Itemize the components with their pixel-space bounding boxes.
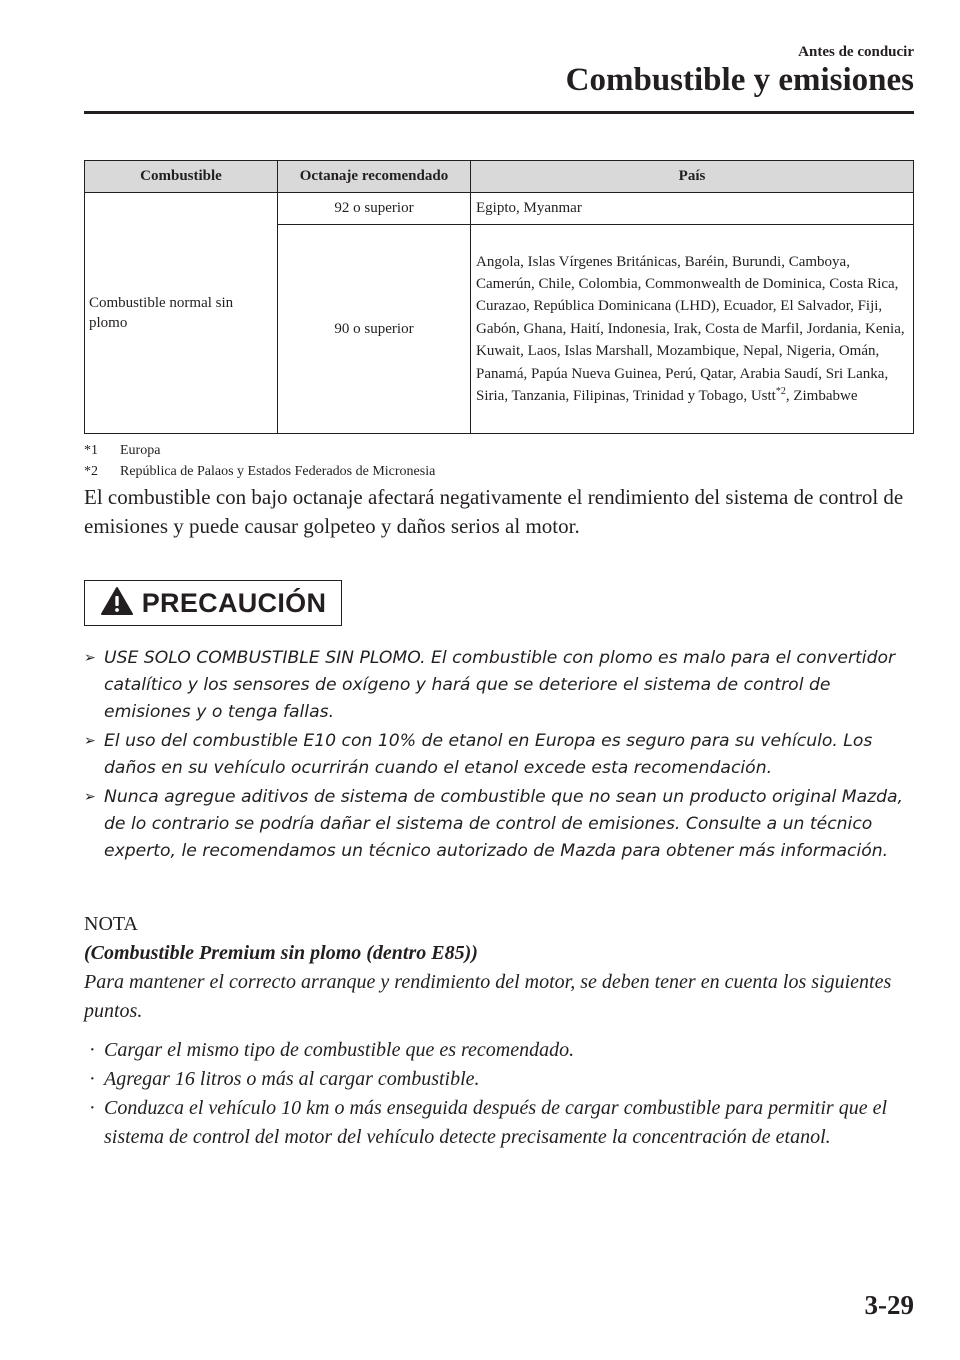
arrow-bullet-icon: ➢ [84, 650, 96, 666]
footnote-text: República de Palaos y Estados Federados de Micronesia [120, 464, 436, 479]
note-section [84, 910, 914, 1152]
table-row [85, 193, 914, 225]
caution-list [84, 645, 914, 867]
footnote [84, 440, 435, 461]
footnote-text: Europa [120, 443, 161, 458]
note-list [84, 1036, 914, 1152]
list-item [84, 784, 914, 865]
section-label: Antes de conducir [798, 44, 914, 60]
caution-item-text: USE SOLO COMBUSTIBLE SIN PLOMO. El combustible con plomo es malo para el convertidor catalítico y los sensores de oxígeno y hará que se deteriore el sistema de control de emisiones y o tenga fallas. [104, 648, 896, 722]
page-number: 3-29 [864, 1290, 914, 1320]
octane-cell: 90 o superior [278, 225, 471, 434]
arrow-bullet-icon: ➢ [84, 789, 96, 805]
list-item [84, 728, 914, 782]
footnote-ref: *2 [775, 386, 786, 398]
dot-bullet-icon: · [89, 1039, 96, 1061]
caution-item-text: El uso del combustible E10 con 10% de etanol en Europa es seguro para su vehículo. Los daños en su vehículo ocurrirán cuando el etanol excede esta recomendación. [104, 731, 873, 778]
caution-label: PRECAUCIÓN [141, 587, 327, 618]
header-rule [84, 111, 914, 114]
country-cell [471, 225, 914, 434]
col-header-fuel: Combustible [85, 161, 278, 193]
table-header-row [85, 161, 914, 193]
note-item-text: Agregar 16 litros o más al cargar combustible. [104, 1068, 480, 1090]
note-subtitle: (Combustible Premium sin plomo (dentro E85)) [84, 942, 478, 964]
country-list: Angola, Islas Vírgenes Británicas, Baréin, Burundi, Camboya, Camerún, Chile, Colombia, Commonwealth de Dominica, Costa Rica, Curazao, República Dominicana (LHD), Ecuador, El Salvador, Fiji, Gabón, Ghana, Haití, Indonesia, Irak, Costa de Marfil, Jordania, Kenia, Kuwait, Laos, Islas Marshall, Mozambique, Nepal, Nigeria, Omán, Panamá, Papúa Nueva Guinea, Perú, Qatar, Arabia Saudí, Sri Lanka, Siria, Tanzania, Filipinas, Trinidad y Tobago, Ustt [476, 253, 905, 405]
list-item [84, 645, 914, 726]
footnote-mark: *2 [84, 464, 98, 479]
list-item [84, 1065, 914, 1094]
caution-item-text: Nunca agregue aditivos de sistema de combustible que no sean un producto original Mazda, de lo contrario se podría dañar el sistema de control de emisiones. Consulte a un técnico experto, le recomendamos un técnico autorizado de Mazda para obtener más información. [104, 787, 904, 861]
country-cell: Egipto, Myanmar [471, 193, 914, 225]
note-item-text: Conduzca el vehículo 10 km o más enseguida después de cargar combustible para permitir que el sistema de control del motor del vehículo detecte precisamente la concentración de etanol. [104, 1097, 888, 1148]
country-list-tail: , Zimbabwe [785, 388, 858, 405]
footnotes [84, 440, 435, 482]
fuel-table [84, 160, 914, 434]
arrow-bullet-icon: ➢ [84, 733, 96, 749]
warning-triangle-icon [100, 586, 134, 621]
footnote [84, 461, 435, 482]
page-title: Combustible y emisiones [565, 62, 914, 98]
note-item-text: Cargar el mismo tipo de combustible que es recomendado. [104, 1039, 575, 1061]
dot-bullet-icon: · [89, 1068, 96, 1090]
note-text: Para mantener el correcto arranque y rendimiento del motor, se deben tener en cuenta los siguientes puntos. [84, 971, 892, 1022]
dot-bullet-icon: · [89, 1097, 96, 1119]
note-title: NOTA [84, 913, 138, 935]
footnote-mark: *1 [84, 443, 98, 458]
col-header-octane: Octanaje recomendado [278, 161, 471, 193]
list-item [84, 1036, 914, 1065]
fuel-type-cell: Combustible normal sin plomo [85, 193, 278, 434]
caution-banner [84, 580, 342, 626]
col-header-country: País [471, 161, 914, 193]
octane-cell: 92 o superior [278, 193, 471, 225]
intro-paragraph: El combustible con bajo octanaje afectará negativamente el rendimiento del sistema de control de emisiones y puede causar golpeteo y daños serios al motor. [84, 485, 904, 538]
list-item [84, 1094, 914, 1152]
